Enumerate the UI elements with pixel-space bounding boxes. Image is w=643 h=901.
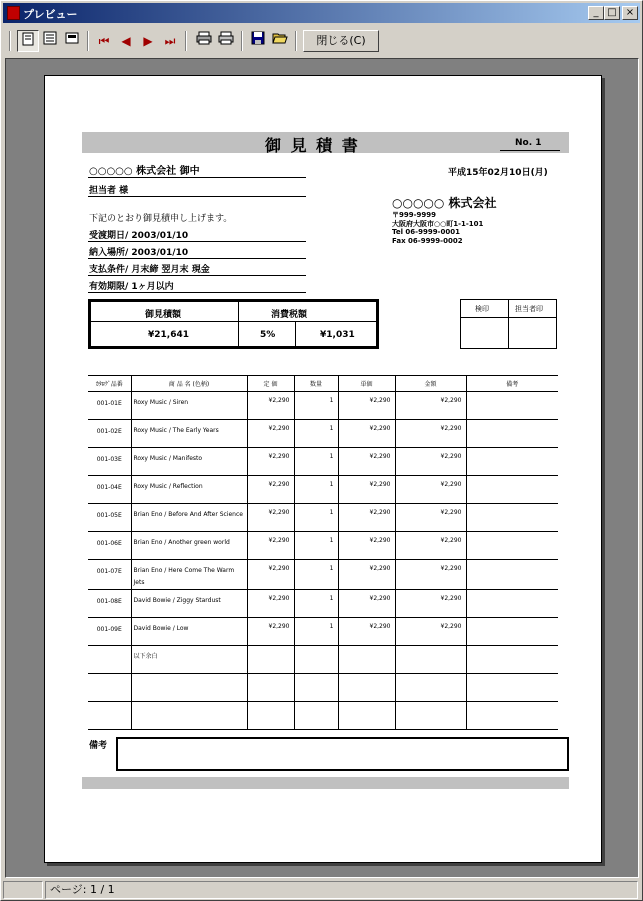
cell-product-name: Brian Eno / Here Come The Warm Jets bbox=[131, 560, 247, 590]
table-row bbox=[88, 560, 558, 590]
customer-name: ○○○○○ 株式会社 御中 bbox=[89, 166, 200, 177]
two-page-view-button[interactable] bbox=[39, 30, 61, 52]
cell-notes bbox=[466, 448, 558, 476]
remarks-label: 備考 bbox=[89, 741, 108, 751]
print-button[interactable] bbox=[215, 30, 237, 52]
cell-catalog-no bbox=[88, 702, 131, 730]
cell-unit-price: ¥2,290 bbox=[338, 590, 395, 618]
folder-open-icon bbox=[272, 31, 288, 45]
cell-notes bbox=[466, 392, 558, 420]
cell-product-name: 以下余白 bbox=[131, 646, 247, 674]
two-page-icon bbox=[43, 31, 57, 45]
cell-list-price: ¥2,290 bbox=[247, 448, 294, 476]
table-row bbox=[88, 646, 558, 674]
cell-list-price bbox=[247, 646, 294, 674]
cell-product-name: Roxy Music / Siren bbox=[131, 392, 247, 420]
cell-notes bbox=[466, 504, 558, 532]
preview-area[interactable] bbox=[5, 58, 639, 878]
term-underline bbox=[88, 292, 306, 293]
cell-notes bbox=[466, 532, 558, 560]
term-delivery-place: 納入場所/ 2003/01/10 bbox=[89, 248, 189, 258]
cell-quantity: 1 bbox=[294, 560, 338, 590]
cell-list-price: ¥2,290 bbox=[247, 560, 294, 590]
cell-amount: ¥2,290 bbox=[395, 448, 466, 476]
cell-list-price bbox=[247, 674, 294, 702]
cell-list-price: ¥2,290 bbox=[247, 504, 294, 532]
cell-unit-price: ¥2,290 bbox=[338, 392, 395, 420]
cell-amount: ¥2,290 bbox=[395, 532, 466, 560]
contact-person: 担当者 様 bbox=[89, 186, 129, 196]
cell-product-name: Brian Eno / Before And After Science bbox=[131, 504, 247, 532]
cell-quantity: 1 bbox=[294, 590, 338, 618]
table-row bbox=[88, 476, 558, 504]
cell-amount: ¥2,290 bbox=[395, 476, 466, 504]
cell-catalog-no: 001-05E bbox=[88, 504, 131, 532]
cell-amount: ¥2,290 bbox=[395, 504, 466, 532]
cell-quantity: 1 bbox=[294, 420, 338, 448]
cell-list-price: ¥2,290 bbox=[247, 532, 294, 560]
cell-product-name: Roxy Music / The Early Years bbox=[131, 420, 247, 448]
header-notes: 備考 bbox=[466, 376, 558, 392]
cell-notes bbox=[466, 560, 558, 590]
remarks-box bbox=[116, 737, 569, 771]
toolbar-separator bbox=[241, 31, 243, 51]
cell-notes bbox=[466, 646, 558, 674]
document-number: No. 1 bbox=[515, 138, 542, 148]
printer-setup-icon bbox=[196, 31, 212, 45]
cell-product-name: Brian Eno / Another green world bbox=[131, 532, 247, 560]
cell-amount bbox=[395, 702, 466, 730]
cell-catalog-no: 001-02E bbox=[88, 420, 131, 448]
company-fax: Fax 06-9999-0002 bbox=[392, 237, 463, 245]
cell-list-price bbox=[247, 702, 294, 730]
table-row bbox=[88, 448, 558, 476]
one-page-view-button[interactable] bbox=[17, 30, 39, 52]
cell-catalog-no: 001-07E bbox=[88, 560, 131, 590]
term-payment: 支払条件/ 月末締 翌月末 現金 bbox=[89, 265, 210, 275]
first-page-icon: ⏮ bbox=[98, 34, 110, 48]
status-bar bbox=[3, 881, 640, 899]
cell-amount bbox=[395, 674, 466, 702]
tax-amount: ¥1,031 bbox=[320, 330, 355, 340]
cell-product-name bbox=[131, 674, 247, 702]
cell-unit-price bbox=[338, 646, 395, 674]
cell-unit-price: ¥2,290 bbox=[338, 504, 395, 532]
contact-underline bbox=[88, 196, 306, 197]
company-postal: 〒999-9999 bbox=[392, 211, 436, 219]
approval-stamp-label: 検印 bbox=[475, 305, 489, 313]
cell-unit-price: ¥2,290 bbox=[338, 448, 395, 476]
table-row bbox=[88, 504, 558, 532]
total-label: 御見積額 bbox=[145, 310, 182, 320]
cell-product-name: Roxy Music / Manifesto bbox=[131, 448, 247, 476]
first-page-button[interactable] bbox=[93, 30, 115, 52]
print-setup-button[interactable] bbox=[193, 30, 215, 52]
cell-unit-price: ¥2,290 bbox=[338, 560, 395, 590]
cell-quantity: 1 bbox=[294, 618, 338, 646]
cell-product-name: David Bowie / Low bbox=[131, 618, 247, 646]
header-amount: 金額 bbox=[395, 376, 466, 392]
previous-page-icon: ◀ bbox=[121, 34, 131, 48]
company-tel: Tel 06-9999-0001 bbox=[392, 228, 460, 236]
tax-rate: 5% bbox=[260, 330, 276, 340]
document-title: 御 見 積 書 bbox=[265, 136, 360, 155]
last-page-icon: ⏭ bbox=[164, 34, 176, 48]
cell-list-price: ¥2,290 bbox=[247, 392, 294, 420]
cell-quantity: 1 bbox=[294, 532, 338, 560]
header-unit-price: 単価 bbox=[338, 376, 395, 392]
next-page-icon: ▶ bbox=[143, 34, 153, 48]
minimize-button[interactable]: _ bbox=[588, 6, 604, 20]
table-row bbox=[88, 618, 558, 646]
cell-amount: ¥2,290 bbox=[395, 590, 466, 618]
amount-box bbox=[88, 299, 379, 349]
cell-quantity: 1 bbox=[294, 392, 338, 420]
table-row bbox=[88, 702, 558, 730]
cell-unit-price: ¥2,290 bbox=[338, 618, 395, 646]
cell-notes bbox=[466, 590, 558, 618]
cell-list-price: ¥2,290 bbox=[247, 618, 294, 646]
header-list-price: 定 価 bbox=[247, 376, 294, 392]
floppy-disk-icon bbox=[251, 31, 265, 45]
amount-box-vdivider bbox=[238, 302, 239, 346]
cell-notes bbox=[466, 476, 558, 504]
cell-product-name bbox=[131, 702, 247, 730]
cell-unit-price bbox=[338, 702, 395, 730]
total-amount: ¥21,641 bbox=[148, 330, 189, 340]
cell-catalog-no: 001-09E bbox=[88, 618, 131, 646]
app-icon bbox=[7, 6, 20, 20]
table-row bbox=[88, 392, 558, 420]
cell-quantity: 1 bbox=[294, 504, 338, 532]
intro-text: 下記のとおり御見積申し上げます。 bbox=[89, 214, 233, 224]
header-quantity: 数量 bbox=[294, 376, 338, 392]
toolbar-separator bbox=[87, 31, 89, 51]
term-underline bbox=[88, 275, 306, 276]
cell-catalog-no: 001-04E bbox=[88, 476, 131, 504]
header-catalog-no: ｶﾀﾛｸﾞ品番 bbox=[88, 376, 131, 392]
footer-band bbox=[82, 777, 569, 789]
table-row bbox=[88, 590, 558, 618]
cell-list-price: ¥2,290 bbox=[247, 476, 294, 504]
term-underline bbox=[88, 241, 306, 242]
cell-catalog-no bbox=[88, 674, 131, 702]
stamp-vdivider bbox=[508, 299, 509, 349]
zoom-page-icon bbox=[65, 31, 79, 45]
page-indicator: ページ: 1 / 1 bbox=[45, 881, 638, 899]
printer-icon bbox=[218, 31, 234, 45]
title-bar[interactable] bbox=[3, 3, 640, 23]
header-product-name: 商 品 名 (色柄) bbox=[131, 376, 247, 392]
number-underline bbox=[500, 150, 560, 151]
cell-quantity: 1 bbox=[294, 476, 338, 504]
cell-unit-price: ¥2,290 bbox=[338, 476, 395, 504]
next-page-button[interactable] bbox=[137, 30, 159, 52]
customer-underline bbox=[88, 177, 306, 178]
cell-product-name: Roxy Music / Reflection bbox=[131, 476, 247, 504]
tax-label: 消費税額 bbox=[271, 310, 308, 320]
cell-amount: ¥2,290 bbox=[395, 392, 466, 420]
cell-notes bbox=[466, 674, 558, 702]
items-table bbox=[88, 375, 558, 730]
zoom-view-button[interactable] bbox=[61, 30, 83, 52]
cell-product-name: David Bowie / Ziggy Stardust bbox=[131, 590, 247, 618]
toolbar bbox=[5, 27, 640, 55]
document-page bbox=[44, 75, 602, 863]
term-validity: 有効期限/ 1ヶ月以内 bbox=[89, 282, 174, 292]
close-preview-button[interactable]: 閉じる(C) bbox=[303, 30, 379, 52]
person-stamp-label: 担当者印 bbox=[515, 305, 543, 313]
cell-unit-price bbox=[338, 674, 395, 702]
save-button[interactable] bbox=[247, 30, 269, 52]
toolbar-separator bbox=[295, 31, 297, 51]
one-page-icon bbox=[21, 32, 35, 46]
cell-catalog-no: 001-06E bbox=[88, 532, 131, 560]
cell-amount bbox=[395, 646, 466, 674]
status-pane-empty bbox=[3, 881, 43, 899]
cell-quantity bbox=[294, 674, 338, 702]
maximize-button[interactable]: □ bbox=[604, 6, 620, 20]
toolbar-separator bbox=[9, 31, 11, 51]
table-row bbox=[88, 532, 558, 560]
cell-amount: ¥2,290 bbox=[395, 560, 466, 590]
company-name: ○○○○○ 株式会社 bbox=[392, 196, 497, 210]
term-underline bbox=[88, 258, 306, 259]
cell-notes bbox=[466, 618, 558, 646]
cell-unit-price: ¥2,290 bbox=[338, 532, 395, 560]
cell-quantity bbox=[294, 646, 338, 674]
toolbar-separator bbox=[185, 31, 187, 51]
company-address: 大阪府大阪市○○町1-1-101 bbox=[392, 220, 484, 228]
last-page-button[interactable] bbox=[159, 30, 181, 52]
document-date: 平成15年02月10日(月) bbox=[448, 168, 548, 178]
cell-amount: ¥2,290 bbox=[395, 618, 466, 646]
previous-page-button[interactable] bbox=[115, 30, 137, 52]
cell-catalog-no: 001-01E bbox=[88, 392, 131, 420]
cell-list-price: ¥2,290 bbox=[247, 590, 294, 618]
table-row bbox=[88, 420, 558, 448]
cell-list-price: ¥2,290 bbox=[247, 420, 294, 448]
term-delivery-date: 受渡期日/ 2003/01/10 bbox=[89, 231, 189, 241]
cell-notes bbox=[466, 420, 558, 448]
cell-quantity bbox=[294, 702, 338, 730]
cell-unit-price: ¥2,290 bbox=[338, 420, 395, 448]
amount-box-vdivider bbox=[295, 321, 296, 346]
table-row bbox=[88, 674, 558, 702]
close-window-button[interactable]: × bbox=[622, 6, 638, 20]
cell-catalog-no bbox=[88, 646, 131, 674]
cell-notes bbox=[466, 702, 558, 730]
table-header-row bbox=[88, 376, 558, 392]
window-title: プレビュー bbox=[23, 8, 78, 21]
open-folder-button[interactable] bbox=[269, 30, 291, 52]
cell-catalog-no: 001-08E bbox=[88, 590, 131, 618]
cell-catalog-no: 001-03E bbox=[88, 448, 131, 476]
cell-amount: ¥2,290 bbox=[395, 420, 466, 448]
amount-box-divider bbox=[91, 321, 376, 322]
cell-quantity: 1 bbox=[294, 448, 338, 476]
